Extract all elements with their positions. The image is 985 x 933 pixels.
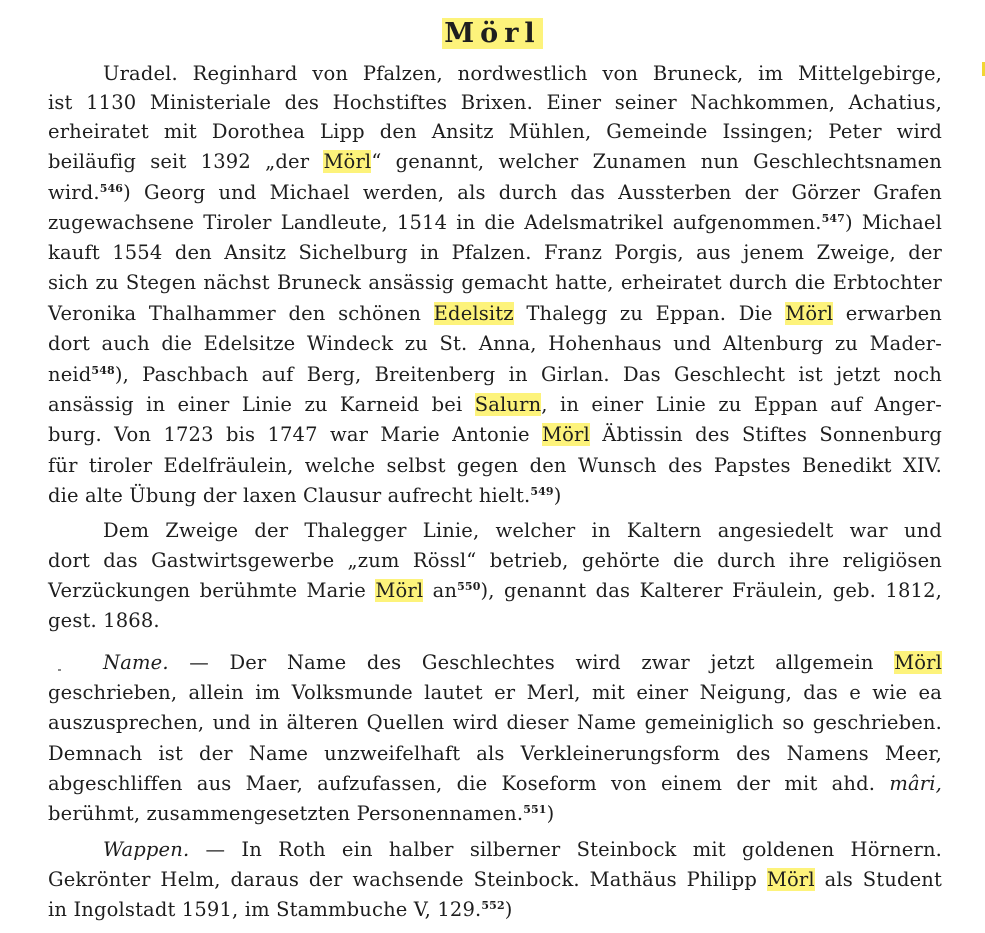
search-highlight: Mörl [766,868,815,891]
text-line: Dem Zweige der Thalegger Linie, welcher in Kaltern angesiedelt war und [103,519,942,542]
text-line: geschrieben, allein im Volksmunde lautet er Merl, mit einer Neigung, das e wie ea [48,681,942,704]
footnote-ref: 548 [91,364,115,377]
search-highlight: Edelsitz [433,302,514,325]
footnote-ref: 549 [530,485,554,498]
page-title [0,16,985,52]
text-line: auszusprechen, und in älteren Quellen wird dieser Name gemeiniglich so geschrieben. [48,711,942,734]
text-line: sich zu Stegen nächst Bruneck ansässig gemacht hatte, erheiratet durch die Erbtochter [48,271,942,294]
footnote-ref: 550 [457,580,481,593]
section-label: Wappen. [103,838,190,861]
text-line: erheiratet mit Dorothea Lipp den Ansitz Mühlen, Gemeinde Issingen; Peter wird [48,120,942,143]
speck [58,669,61,671]
text-line: ist 1130 Ministeriale des Hochstiftes Brixen. Einer seiner Nachkommen, Achatius, [48,91,942,114]
text-line: für tiroler Edelfräulein, welche selbst gegen den Wunsch des Papstes Benedikt XIV. [48,454,942,477]
text-line: dort das Gastwirtsgewerbe „zum Rössl“ betrieb, gehörte die durch ihre religiösen [48,549,942,572]
text-line: zugewachsene Tiroler Landleute, 1514 in die Adelsmatrikel aufgenommen.$^{547}$) Michael [48,211,942,234]
text-line: wird.$^{546}$) Georg und Michael werden, als durch das Aussterben der Görzer Grafen [48,181,942,204]
text-line: gest. 1868. [48,609,160,632]
text-line: berühmt, zusammengesetzten Personennamen.$^{551}$) [48,802,555,825]
text-line: Wappen. — In Roth ein halber silberner Steinbock mit goldenen Hörnern. [103,838,942,861]
text-line: Demnach ist der Name unzweifelhaft als Verkleinerungsform des Namens Meer, [48,742,942,765]
search-highlight: Mörl [375,579,424,602]
search-highlight: Mörl [785,302,834,325]
footnote-ref: 546 [99,182,124,195]
text-line: in Ingolstadt 1591, im Stammbuche V, 129.$^{552}$) [48,898,513,921]
text-line: ansässig in einer Linie zu Karneid bei Salurn, in einer Linie zu Eppan auf Anger- [48,393,942,416]
text-line: abgeschliffen aus Maer, aufzufassen, die Koseform von einem der mit ahd. mâri, [48,772,942,795]
text-line: Uradel. Reginhard von Pfalzen, nordwestlich von Bruneck, im Mittelgebirge, [103,62,942,85]
text-line: burg. Von 1723 bis 1747 war Marie Antonie Mörl Äbtissin des Stiftes Sonnenburg [48,423,942,446]
text-line: kauft 1554 den Ansitz Sichelburg in Pfalzen. Franz Porgis, aus jenem Zweige, der [48,241,942,264]
text-line: die alte Übung der laxen Clausur aufrecht hielt.$^{549}$) [48,484,562,507]
search-highlight: Mörl [894,651,942,674]
text-line: beiläufig seit 1392 „der Mörl“ genannt, welcher Zunamen nun Geschlechtsnamen [48,150,942,173]
search-highlight: Mörl [323,150,372,173]
title-highlight: Mörl [444,18,541,49]
text-line: Name. — Der Name des Geschlechtes wird zwar jetzt allgemein Mörl [103,651,942,674]
search-highlight: Salurn [474,393,542,416]
text-line: neid$^{548}$), Paschbach auf Berg, Breitenberg in Girlan. Das Geschlecht ist jetzt noch [48,363,942,386]
search-highlight: Mörl [542,423,590,446]
text-line: Veronika Thalhammer den schönen Edelsitz Thalegg zu Eppan. Die Mörl erwarben [48,302,942,325]
section-label: Name. [103,651,169,674]
text-line: dort auch die Edelsitze Windeck zu St. Anna, Hohenhaus und Altenburg zu Mader- [48,332,942,355]
footnote-ref: 547 [821,212,845,225]
text-line: Gekrönter Helm, daraus der wachsende Steinbock. Mathäus Philipp Mörl als Student [48,868,942,891]
text-line: Verzückungen berühmte Marie Mörl $an^{550}$), genannt das Kalterer Fräulein, geb. 1812, [48,579,942,602]
footnote-ref: 552 [481,899,505,912]
footnote-ref: 551 [523,803,547,816]
